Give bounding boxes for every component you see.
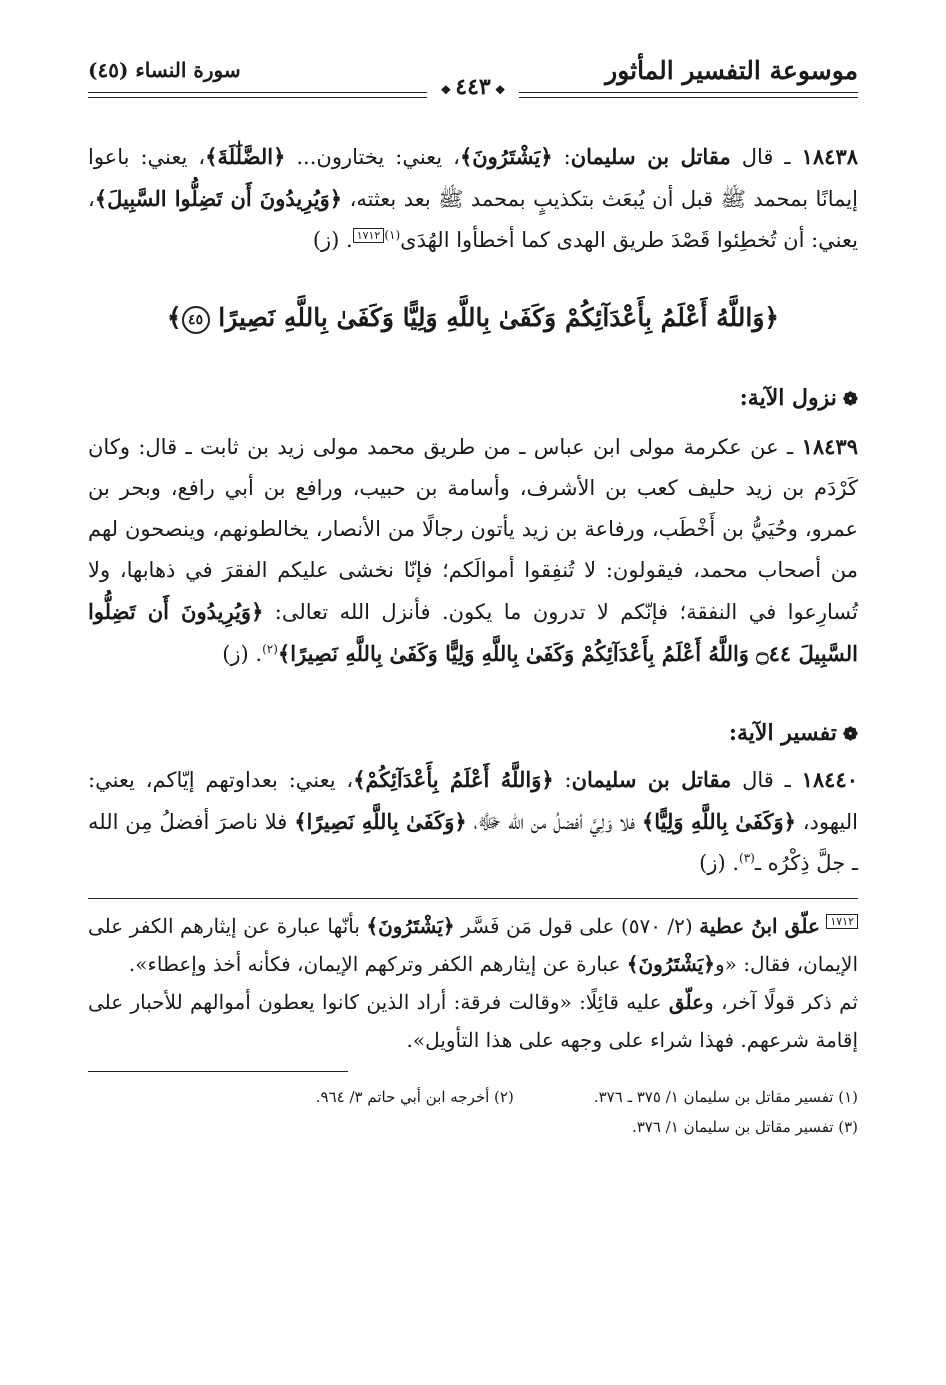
cross-reference-box: ١٧١٢: [826, 914, 858, 929]
quran-quote: ﴿وَيُرِيدُونَ أَن تَضِلُّوا السَّبِيلَ ۝٤٤ وَاللَّهُ أَعْلَمُ بِأَعْدَآئِكُمْ وَكَفَىٰ بِاللَّهِ وَلِيًّا وَكَفَىٰ بِاللَّهِ نَصِيرًا﴾: [88, 599, 858, 666]
text: (٢/ ٥٧٠) على قول مَن فَسَّر: [454, 914, 700, 938]
footnote-2: (٢) أخرجه ابن أبي حاتم ٣/ ٩٦٤.: [315, 1088, 514, 1106]
page-body: [88, 136, 858, 1142]
entry-number: ١٨٤٣٩: [801, 434, 858, 459]
paragraph-18438: [88, 136, 858, 261]
text: علّق: [668, 990, 705, 1014]
speaker: مقاتل بن سليمان: [571, 767, 732, 792]
commentary-paragraph: [88, 983, 858, 1059]
section-title: تفسير الآية:: [728, 720, 837, 746]
speaker: مقاتل بن سليمان: [570, 144, 731, 169]
quran-quote: ﴿يَشْتَرُونَ﴾: [459, 144, 553, 169]
text: . (ز): [699, 851, 740, 875]
quran-quote: ﴿وَيُرِيدُونَ أَن تَضِلُّوا السَّبِيلَ﴾: [94, 186, 343, 211]
cross-reference-box: ١٧١٢: [353, 228, 385, 243]
page-number-box: [427, 74, 520, 100]
footnote-rule: [88, 1071, 348, 1072]
quran-quote: ﴿يَشْتَرُونَ﴾: [366, 914, 455, 938]
text: ، يعني: أن تُخطِئوا قَصْدَ طريق الهدى كما أخطأوا الهُدَى: [88, 187, 858, 252]
footnotes: [88, 1082, 858, 1142]
footnote-1: (١) تفسير مقاتل بن سليمان ١/ ٣٧٥ ـ ٣٧٦.: [593, 1088, 858, 1106]
section-title: نزول الآية:: [739, 385, 837, 411]
ornament-icon: ❖: [440, 83, 452, 97]
footnote-marker: (٣): [739, 851, 755, 865]
entry-number: ١٨٤٤٠: [801, 767, 858, 792]
commentary-note: [88, 907, 858, 1059]
book-title: موسوعة التفسير المأثور: [605, 56, 858, 85]
quran-quote: ﴿وَكَفَىٰ بِاللَّهِ نَصِيرًا﴾: [294, 809, 467, 834]
page-number: ٤٤٣: [455, 74, 491, 100]
verse-close: ﴾: [166, 303, 182, 332]
footnote-marker: (٢): [262, 642, 278, 656]
verse-text: ﴿وَاللَّهُ أَعْلَمُ بِأَعْدَآئِكُمْ وَكَفَىٰ بِاللَّهِ وَلِيًّا وَكَفَىٰ بِاللَّهِ نَصِيرًا: [218, 303, 780, 332]
text: :: [552, 145, 571, 169]
commentator: علّق ابنُ عطية: [699, 914, 820, 938]
footnote-marker: (١): [384, 228, 401, 242]
text: ، يعني: بعداوتهم إيّاكم، يعني: اليهود،: [88, 768, 858, 834]
text: :: [553, 768, 572, 792]
ornament-icon: ❖: [494, 83, 506, 97]
text: فلا ناصرَ أفضلُ مِن الله ـ جلَّ ذِكْرُه ـ: [88, 810, 858, 875]
flower-icon: ❁: [842, 724, 858, 745]
text: ـ عن عكرمة مولى ابن عباس ـ من طريق محمد مولى زيد بن ثابت ـ قال: وكان كَرْدَم بن زيد حليف كعب بن الأشرف، وأسامة بن حبيب، ورافع بن أبي رافع، وبحر بن عمرو، وحُيَيُّ بن أَخْطَب، ورفاعة بن زيد يأتون رجالًا من الأنصار، يخالطونهم، وينصحون لهم من أصحاب محمد، فيقولون: لا تُنفِقوا أموالَكم؛ فإنّا نخشى عليكم الفقرَ في ذهابها، ولا تُسارِعوا في النفقة؛ فإنّكم لا تدرون ما يكون. فأنزل الله تعالى:: [88, 435, 858, 624]
flower-icon: ❁: [842, 389, 858, 410]
entry-number: ١٨٤٣٨: [801, 144, 858, 169]
quran-quote: ﴿يَشْتَرُونَ﴾: [626, 952, 716, 976]
paragraph-18439: [88, 426, 858, 675]
paragraph-18440: [88, 759, 858, 884]
quran-quote: ﴿وَاللَّهُ أَعْلَمُ بِأَعْدَآئِكُمْ﴾: [353, 767, 554, 792]
text: ، يعني: باعوا إيمانًا بمحمد ﷺ قبل أن يُبعَث بتكذيبٍ بمحمد ﷺ بعد بعثته،: [88, 145, 858, 211]
quran-verse: [88, 298, 858, 338]
footnote-3: (٣) تفسير مقاتل بن سليمان ١/ ٣٧٦.: [631, 1118, 858, 1136]
quran-quote: ﴿وَكَفَىٰ بِاللَّهِ وَلِيًّا﴾: [641, 809, 796, 834]
text: . (ز): [222, 642, 263, 666]
page-header: [88, 52, 858, 100]
text: ، يعني: يختارون...: [285, 145, 460, 169]
quran-quote: ﴿الضَّلَٰلَةَ﴾: [205, 144, 286, 169]
commentary-paragraph: [88, 907, 858, 983]
text: ثم ذكر قولًا آخر، و: [704, 990, 859, 1014]
section-divider: [88, 898, 858, 899]
section-heading: [88, 378, 858, 420]
text: ـ قال: [731, 768, 802, 792]
text: ـ قال: [730, 145, 802, 169]
text: فلا وَلِيَّ أفضلُ من الله ﷻ،: [466, 810, 642, 834]
section-heading: [88, 713, 858, 755]
surah-label: سورة النساء (٤٥): [88, 58, 241, 82]
ayah-number-icon: ٤٥: [182, 306, 210, 334]
text: عبارة عن إيثارهم الكفر وتركهم الإيمان، فكأنه أخذ وإعطاء».: [128, 952, 627, 976]
text: بأنّها عبارة عن إيثارهم الكفر على الإيمان، فقال: «و: [88, 914, 858, 976]
text: عليه قائِلًا: «وقالت فرقة: أراد الذين كانوا يعطون أموالهم للأحبار على إقامة شرعهم. فهذا شراء على وجهه على هذا التأويل».: [88, 990, 858, 1052]
text: . (ز): [312, 228, 353, 252]
